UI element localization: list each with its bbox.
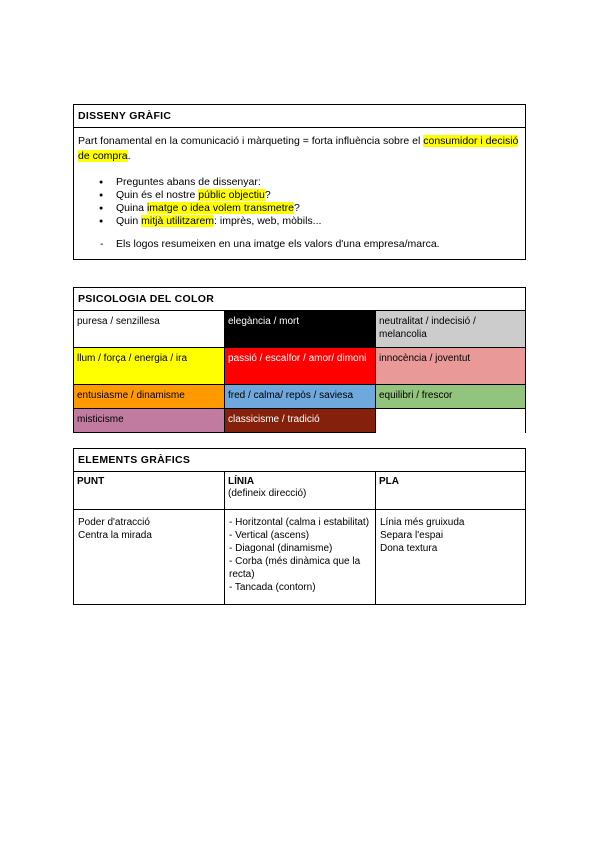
list-item: - Vertical (ascens) xyxy=(229,530,310,541)
color-cell: neutralitat / indecisió / melancolia xyxy=(376,311,525,348)
color-cell: puresa / senzillesa xyxy=(74,311,225,348)
color-cell: classicisme / tradició xyxy=(225,409,376,433)
elements-grafics-title: ELEMENTS GRÀFICS xyxy=(74,449,525,472)
color-cell: entusiasme / dinamisme xyxy=(74,385,225,409)
color-cell: elegància / mort xyxy=(225,311,376,348)
logos-note: - Els logos resumeixen en una imatge els valors d'una empresa/marca. xyxy=(78,238,521,251)
list-item: - Tancada (contorn) xyxy=(229,582,316,593)
color-grid xyxy=(74,311,525,433)
color-cell: passió / escalfor / amor/ dimoni xyxy=(225,348,376,385)
highlight: consumidor i decisió de compra xyxy=(78,135,519,162)
list-item: ● Preguntes abans de dissenyar: xyxy=(78,176,521,189)
color-cell: equilibri / frescor xyxy=(376,385,525,409)
header-pla: PLA xyxy=(379,476,399,487)
elements-table-header xyxy=(74,472,525,510)
header-linia: LÍNIA (defineix direcció) xyxy=(225,472,376,509)
highlight: imatge o idea volem transmetre xyxy=(146,202,295,214)
color-cell: llum / força / energia / ira xyxy=(74,348,225,385)
color-cell: fred / calma/ repòs / saviesa xyxy=(225,385,376,409)
questions-list xyxy=(78,176,521,228)
pla-column xyxy=(376,510,525,604)
disseny-grafic-body xyxy=(74,128,525,259)
list-item: ● Quin mitjà utilitzarem: imprès, web, mòbils... xyxy=(78,215,521,228)
highlight: públic objectiu xyxy=(198,189,265,201)
punt-column xyxy=(74,510,225,604)
list-item: - Horitzontal (calma i estabilitat) xyxy=(229,517,370,528)
elements-table-body xyxy=(74,510,525,604)
list-item: ● Quin és el nostre públic objectiu? xyxy=(78,189,521,202)
list-item: Dona textura xyxy=(380,543,438,554)
elements-grafics-box xyxy=(73,448,526,605)
color-cell: misticisme xyxy=(74,409,225,433)
disseny-grafic-box xyxy=(73,104,526,260)
psicologia-color-box xyxy=(73,287,526,433)
intro-paragraph: Part fonamental en la comunicació i màrqueting = forta influència sobre el consumidor i decisió de compra. xyxy=(78,135,519,162)
disseny-grafic-title: DISSENY GRÀFIC xyxy=(74,105,525,128)
list-item: - Diagonal (dinamisme) xyxy=(229,543,333,554)
list-item: ● Quina imatge o idea volem transmetre? xyxy=(78,202,521,215)
psicologia-color-title: PSICOLOGIA DEL COLOR xyxy=(74,288,525,311)
list-item: Línia més gruixuda xyxy=(380,517,465,528)
list-item: Separa l'espai xyxy=(380,530,444,541)
header-punt: PUNT xyxy=(74,472,225,509)
list-item: - Corba (més dinàmica que la recta) xyxy=(229,556,361,580)
list-item: Centra la mirada xyxy=(78,530,152,541)
highlight: mitjà utilitzarem xyxy=(141,215,215,227)
list-item: Poder d'atracció xyxy=(78,517,150,528)
color-cell: innocència / joventut xyxy=(376,348,525,385)
linia-column xyxy=(225,510,376,604)
